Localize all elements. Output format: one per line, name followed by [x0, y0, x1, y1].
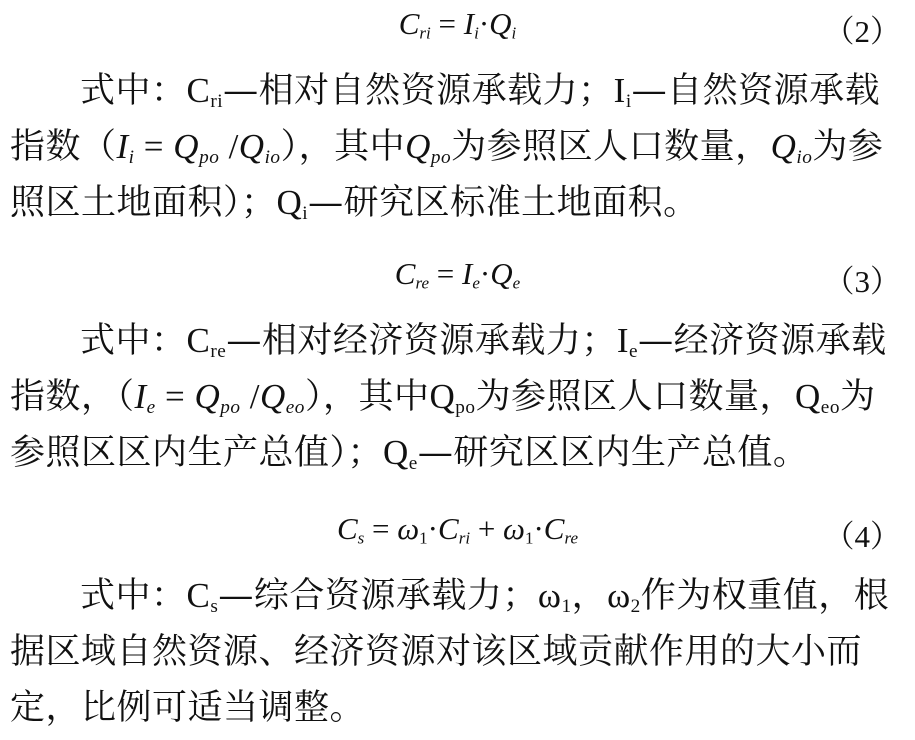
subscript: e [472, 273, 480, 293]
symbol: C [186, 321, 211, 360]
text: —相对自然资源承载力； [223, 71, 614, 111]
equation-2 [0, 0, 915, 56]
subscript: ri [458, 528, 471, 548]
text: —自然资源承载指数（ [10, 71, 881, 167]
subscript: e [408, 452, 418, 474]
symbol: Q [490, 256, 513, 291]
operator: = [155, 377, 195, 416]
operator: = [429, 256, 463, 291]
symbol: C [186, 576, 211, 615]
symbol: Q [276, 183, 303, 222]
symbol: Q [489, 6, 512, 41]
text: 为参照区人口数量， [475, 377, 795, 417]
symbol: C [186, 71, 211, 110]
operator: / [240, 377, 260, 416]
text: 式中： [80, 71, 187, 111]
paragraph-3 [10, 568, 905, 736]
symbol: ω [607, 576, 631, 615]
text: 为参照区区内生产总值）； [10, 377, 876, 473]
symbol: ω [503, 511, 525, 546]
symbol: Q [429, 377, 456, 416]
subscript: ri [210, 90, 224, 112]
subscript: e [512, 273, 521, 293]
subscript: s [210, 595, 219, 617]
symbol: I [463, 6, 475, 41]
subscript: po [430, 146, 452, 168]
equation-3-number: （3） [823, 264, 901, 299]
text: —经济资源承载指数，（ [10, 321, 887, 417]
subscript: e [629, 340, 639, 362]
symbol: Q [194, 377, 221, 416]
subscript: i [474, 23, 479, 43]
symbol: C [438, 511, 459, 546]
symbol: C [398, 6, 420, 41]
subscript: re [564, 528, 579, 548]
equation-2-number: （2） [823, 14, 901, 49]
subscript: po [220, 396, 241, 418]
subscript: eo [820, 396, 840, 418]
subscript: i [128, 146, 135, 168]
text: ），其中 [304, 377, 430, 417]
equation-4-number: （4） [823, 519, 901, 554]
symbol: I [134, 377, 147, 416]
symbol: Q [795, 377, 821, 416]
subscript: ri [419, 23, 431, 43]
subscript: e [146, 396, 156, 418]
symbol: I [613, 71, 626, 110]
operator: = [364, 511, 398, 546]
symbol: I [616, 321, 630, 360]
subscript: s [357, 528, 365, 548]
equation-3 [0, 250, 915, 306]
operator: · [533, 511, 544, 546]
symbol: C [336, 511, 358, 546]
text: —研究区区内生产总值。 [417, 433, 809, 473]
text: ， [571, 576, 608, 616]
symbol: C [394, 256, 416, 291]
text: —综合资源承载力； [218, 576, 538, 616]
operator: / [219, 127, 239, 166]
subscript: po [455, 396, 476, 418]
symbol: Q [383, 433, 409, 472]
symbol: ω [397, 511, 420, 546]
symbol: Q [770, 127, 797, 166]
equation-3-formula [0, 256, 915, 292]
text: 为参照区土地面积）； [10, 127, 884, 223]
operator: = [134, 127, 174, 166]
text: 式中： [80, 321, 187, 361]
subscript: i [302, 202, 309, 224]
subscript: re [210, 340, 227, 362]
subscript: 2 [630, 595, 641, 617]
paragraph-1 [10, 63, 905, 231]
operator: · [427, 511, 438, 546]
text: —相对经济资源承载力； [226, 321, 617, 361]
operator: = [430, 6, 464, 41]
equation-2-formula [0, 6, 915, 42]
subscript: re [415, 273, 430, 293]
text: —研究区标准土地面积。 [308, 183, 699, 223]
subscript: i [625, 90, 632, 112]
subscript: po [199, 146, 220, 168]
text: 为参照区人口数量， [451, 127, 771, 167]
subscript: i [511, 23, 517, 43]
text: 作为权重值，根据区域自然资源、经济资源对该区域贡献作用的大小而定，比例可适当调整。 [10, 576, 890, 728]
symbol: I [462, 256, 473, 291]
subscript: 1 [419, 528, 428, 548]
symbol: I [116, 127, 129, 166]
subscript: 1 [524, 528, 534, 548]
text: ），其中 [280, 127, 406, 167]
operator: · [479, 256, 491, 291]
equation-4 [0, 505, 915, 561]
text: 式中： [80, 576, 187, 616]
operator: · [478, 6, 490, 41]
subscript: 1 [561, 595, 572, 617]
subscript: eo [285, 396, 305, 418]
symbol: C [543, 511, 565, 546]
symbol: Q [259, 377, 286, 416]
paragraph-2 [10, 313, 905, 481]
symbol: Q [405, 127, 431, 166]
symbol: Q [173, 127, 200, 166]
symbol: ω [537, 576, 562, 615]
subscript: io [264, 146, 281, 168]
operator: + [470, 511, 504, 546]
equation-4-formula [0, 511, 915, 547]
symbol: Q [238, 127, 265, 166]
subscript: io [796, 146, 813, 168]
